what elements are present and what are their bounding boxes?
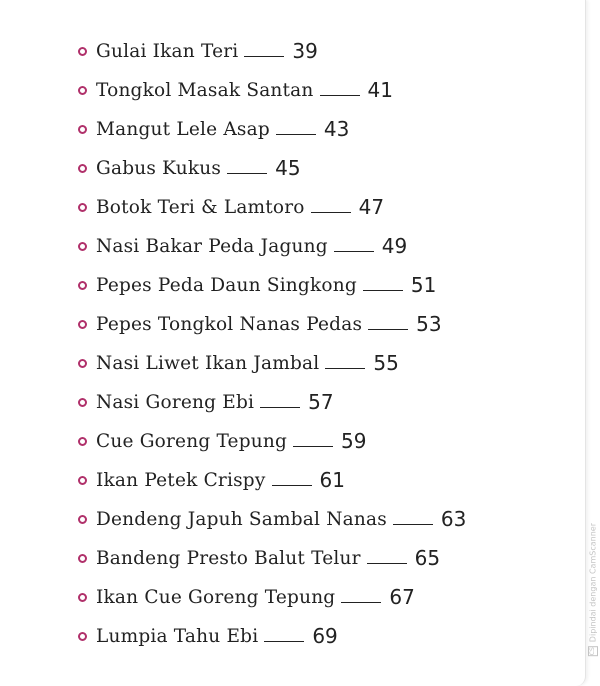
leader-line [244, 56, 284, 57]
toc-entry-title: Mangut Lele Asap [96, 118, 270, 140]
bullet-icon [78, 164, 87, 173]
scanner-watermark [588, 523, 598, 656]
bullet-icon [78, 437, 87, 446]
leader-line [368, 329, 408, 330]
leader-line [393, 524, 433, 525]
toc-entry-page: 49 [381, 234, 408, 258]
toc-entry-title: Dendeng Japuh Sambal Nanas [96, 508, 387, 530]
toc-entry-page: 43 [323, 117, 350, 141]
toc-entry-page: 41 [367, 78, 393, 102]
bullet-icon [78, 476, 87, 485]
leader-line [320, 95, 360, 96]
toc-entry [78, 543, 440, 573]
toc-entry-title: Bandeng Presto Balut Telur [96, 547, 361, 569]
leader-line [260, 407, 300, 408]
toc-entry-page: 57 [308, 390, 334, 414]
leader-line [325, 368, 365, 369]
bullet-icon [78, 242, 87, 251]
toc-entry [78, 153, 301, 183]
bullet-icon [78, 47, 87, 56]
toc-entry-title: Cue Goreng Tepung [96, 430, 288, 452]
toc-entry-page: 65 [414, 546, 441, 570]
toc-entry-page: 39 [292, 39, 318, 63]
toc-entry-title: Lumpia Tahu Ebi [96, 625, 259, 647]
toc-entry [78, 114, 349, 144]
toc-entry-title: Pepes Peda Daun Singkong [96, 274, 357, 296]
bullet-icon [78, 203, 87, 212]
toc-entry [78, 387, 334, 417]
leader-line [311, 212, 351, 213]
toc-entry-page: 67 [389, 585, 415, 609]
toc-entry-page: 55 [373, 351, 399, 375]
toc-entry-title: Ikan Cue Goreng Tepung [96, 586, 336, 608]
watermark-text: Dipindai dengan CamScanner [588, 522, 598, 642]
bullet-icon [78, 359, 87, 368]
toc-entry-title: Pepes Tongkol Nanas Pedas [96, 313, 363, 335]
toc-entry-page: 69 [312, 624, 338, 648]
bullet-icon [78, 86, 87, 95]
toc-entry-title: Gulai Ikan Teri [96, 40, 239, 62]
toc-entry-page: 45 [275, 156, 301, 180]
bullet-icon [78, 398, 87, 407]
toc-entry [78, 36, 318, 66]
toc-entry [78, 75, 393, 105]
leader-line [367, 563, 407, 564]
toc-entry [78, 582, 415, 612]
toc-entry-title: Ikan Petek Crispy [96, 469, 266, 491]
toc-entry-page: 59 [341, 429, 367, 453]
bullet-icon [78, 125, 87, 134]
toc-entry [78, 621, 338, 651]
leader-line [334, 251, 374, 252]
toc-entry-title: Gabus Kukus [96, 157, 222, 179]
bullet-icon [78, 554, 87, 563]
toc-entry [78, 270, 436, 300]
toc-entry [78, 465, 345, 495]
bullet-icon [78, 281, 87, 290]
toc-entry [78, 192, 384, 222]
leader-line [293, 446, 333, 447]
toc-entry-page: 61 [319, 468, 345, 492]
bullet-icon [78, 632, 87, 641]
bullet-icon [78, 320, 87, 329]
leader-line [227, 173, 267, 174]
leader-line [363, 290, 403, 291]
leader-line [276, 134, 316, 135]
toc-entry-title: Tongkol Masak Santan [96, 79, 314, 101]
toc-entry-page: 53 [416, 312, 442, 336]
toc-entry [78, 231, 407, 261]
toc-entry [78, 309, 442, 339]
camscanner-icon: CS [589, 647, 596, 655]
toc-entry-title: Nasi Liwet Ikan Jambal [96, 352, 320, 374]
toc-entry-page: 51 [410, 273, 437, 297]
toc-entry-page: 47 [358, 195, 385, 219]
toc-entry-page: 63 [440, 507, 467, 531]
leader-line [264, 641, 304, 642]
toc-entry-title: Nasi Goreng Ebi [96, 391, 255, 413]
toc-entry-title: Nasi Bakar Peda Jagung [96, 235, 328, 257]
toc-entry [78, 348, 399, 378]
leader-line [341, 602, 381, 603]
leader-line [272, 485, 312, 486]
toc-entry-title: Botok Teri & Lamtoro [96, 196, 305, 218]
bullet-icon [78, 515, 87, 524]
bullet-icon [78, 593, 87, 602]
toc-entry [78, 426, 366, 456]
toc-entry [78, 504, 466, 534]
